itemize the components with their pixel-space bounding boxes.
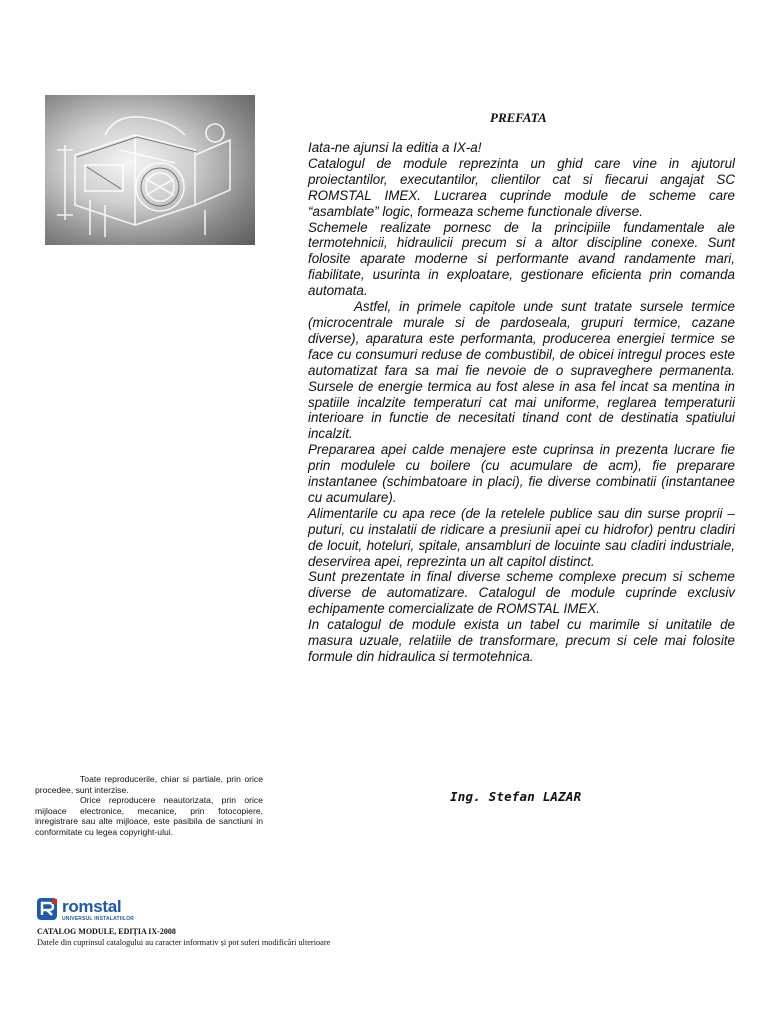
paragraph: Sunt prezentate in final diverse scheme complexe precum si scheme diverse de automatizare. Catalogul de module cuprinde exclusiv echipamente comercializate de ROMSTAL IMEX. <box>308 569 735 617</box>
paragraph: Astfel, in primele capitole unde sunt tratate sursele termice (microcentrale murale si de pardoseala, grupuri termice, cazane diverse), aparatura este performanta, producerea energiei termice se face cu consumuri reduse de combustibil, de obicei intregul proces este automatizat fara sa mai fie nevoie de o supraveghere permanenta. Sursele de energie termica au fost alese in asa fel incat sa mentina in spatiile incalzite temperaturi cat mai uniforme, reglarea temperaturii interioare in functie de necesitati tinand cont de destinatia spatiului incalzit. <box>308 299 735 442</box>
romstal-logo <box>37 897 147 925</box>
paragraph: Catalogul de module reprezinta un ghid care vine in ajutorul proiectantilor, executantilor, clientilor cat si fiecarui angajat SC ROMSTAL IMEX. Lucrarea cuprinde module de scheme care “asamblate” logic, formeaza scheme functionale diverse. <box>308 155 735 219</box>
copyright-notice <box>35 774 263 838</box>
copyright-line: Toate reproducerile, chiar si partiale, prin orice procedee, sunt interzise. <box>35 774 263 795</box>
author-signature: Ing. Stefan LAZAR <box>450 789 582 804</box>
paragraph: In catalogul de module exista un tabel cu marimile si unitatile de masura uzuale, relatiile de transformare, precum si cele mai folosite formule din hidraulica si termotehnica. <box>308 617 735 664</box>
paragraph: Alimentarile cu apa rece (de la retelele publice sau din surse proprii – puturi, cu instalatii de ridicare a presiunii apei cu hidrofor) pentru cladiri de locuit, hoteluri, spitale, ansambluri de locuinte sau cladiri industriale, deservirea apei, reprezinta un alt capitol distinct. <box>308 505 735 569</box>
paragraph: Iata-ne ajunsi la editia a IX-a! <box>308 140 482 155</box>
boiler-illustration <box>45 95 255 245</box>
paragraph: Schemele realizate pornesc de la principiile fundamentale ale termotehnicii, hidraulicii precum si a altor discipline conexe. Sunt folosite aparate moderne si performante avand randamente mari, fiabilitate, usurinta in exploatare, gestionare eficienta prin comanda automata. <box>308 219 735 299</box>
romstal-logo-icon <box>37 897 59 921</box>
footer-disclaimer: Datele din cuprinsul catalogului au caracter informativ și pot suferi modificări ulterioare <box>37 938 331 947</box>
page-title: PREFATA <box>490 110 547 125</box>
boiler-drawing <box>45 95 255 245</box>
catalog-edition: CATALOG MODULE, EDIȚIA IX-2008 <box>37 927 176 936</box>
logo-wordmark: romstal <box>62 897 122 916</box>
preface-body <box>308 140 735 665</box>
logo-tagline: UNIVERSUL INSTALATIILOR <box>62 916 135 922</box>
copyright-line: Orice reproducere neautorizata, prin orice mijloace electronice, mecanice, prin fotocopiere, inregistrare sau alte mijloace, este pasibila de sanctiuni in conformitate cu legea copyright-ului. <box>35 795 263 837</box>
paragraph: Prepararea apei calde menajere este cuprinsa in prezenta lucrare fie prin modulele cu boilere (cu acumulare de acm), fie preparare instantanee (schimbatoare in placi), fie diverse combinatii (instantanee cu acumulare). <box>308 442 735 505</box>
